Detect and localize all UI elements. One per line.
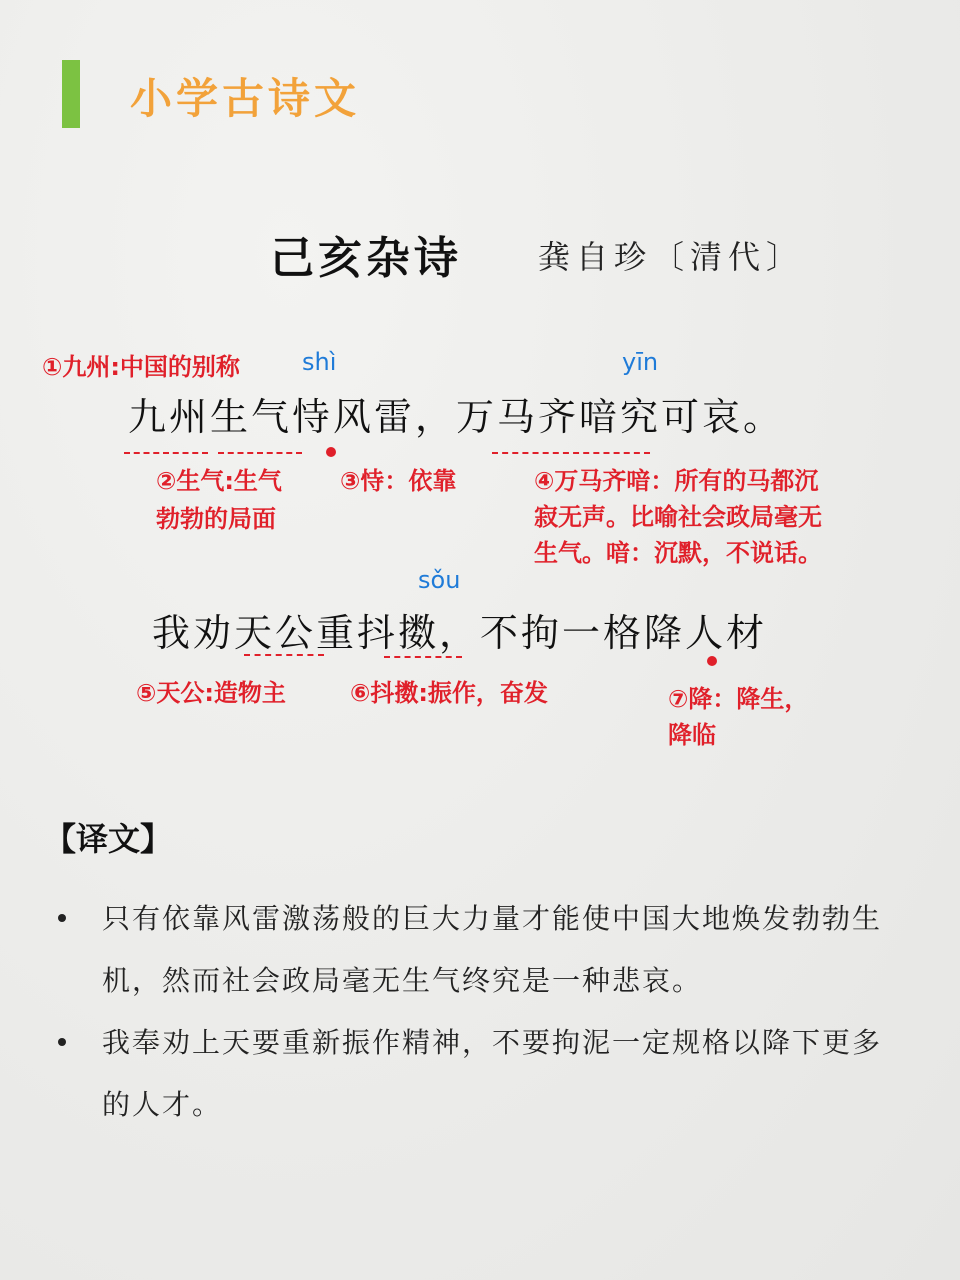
note-6: ⑥抖擞:振作，奋发 [350,679,548,707]
translation-heading: 【译文】 [44,820,173,858]
poem-line-2: 我劝天公重抖擞，不拘一格降人材 [152,611,768,655]
note-7b: 降临 [668,721,716,749]
translation-item-1: 只有依靠风雷激荡般的巨大力量才能使中国大地焕发勃勃生机，然而社会政局毫无生气终究是一种悲哀。 [102,902,883,997]
note-4c: 生气。喑：沉默，不说话。 [534,539,822,567]
bullet-icon [58,1038,66,1046]
translation-item-2: 我奉劝上天要重新振作精神，不要拘泥一定规格以降下更多的人才。 [102,1026,883,1121]
note-4a: ④万马齐喑：所有的马都沉 [534,467,819,495]
note-1: ①九州:中国的别称 [42,353,240,381]
note-3: ③恃：依靠 [340,467,457,495]
note-2b: 勃勃的局面 [156,505,276,533]
note-4b: 寂无声。比喻社会政局毫无 [534,503,822,531]
underline-shengqi [218,452,302,454]
poem-author: 龚自珍〔清代〕 [538,238,805,276]
pinyin-yin: yīn [622,348,659,376]
accent-bar [62,60,80,128]
underline-dousou [384,656,462,658]
note-2a: ②生气:生气 [156,467,282,495]
poem-title: 己亥杂诗 [270,233,462,284]
dot-shi [326,447,336,457]
note-7a: ⑦降：降生， [668,685,809,713]
poem-line-1: 九州生气恃风雷，万马齐喑究可哀。 [128,395,785,439]
underline-jiuzhou [124,452,208,454]
pinyin-sou: sǒu [418,566,461,594]
pinyin-shi: shì [302,348,337,376]
brand-title: 小学古诗文 [130,74,361,123]
dot-jiang [707,656,717,666]
underline-wanmaqiyin [492,452,650,454]
underline-tiangong [244,654,324,656]
note-5: ⑤天公:造物主 [136,679,286,707]
bullet-icon [58,914,66,922]
